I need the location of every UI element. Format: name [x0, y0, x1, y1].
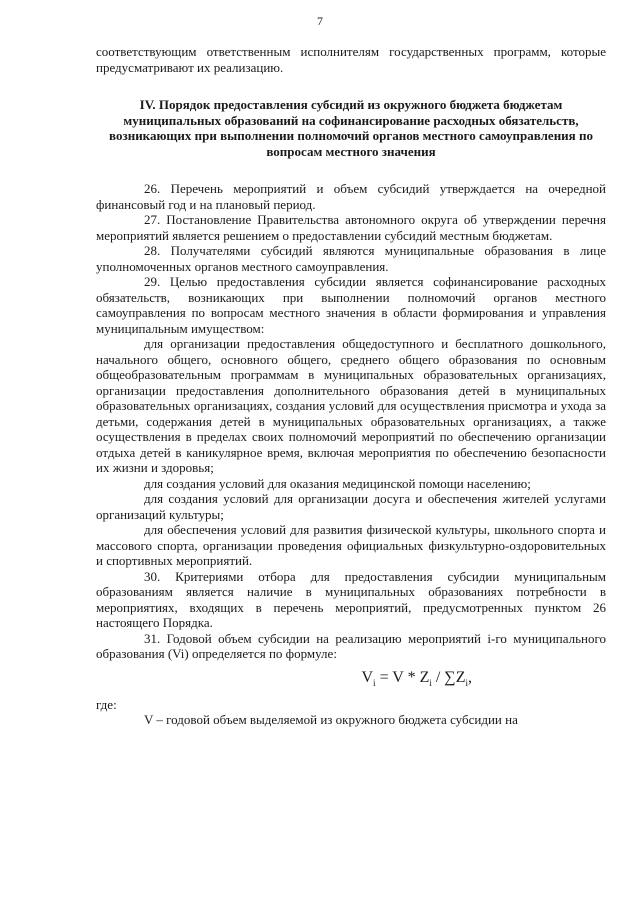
- formula-lhs-subscript: i: [373, 677, 376, 688]
- paragraph-30: 30. Критериями отбора для предоставления субсидии муниципальным образованиям является наличие в муниципальных образованиях потребности в мероприятиях, входящих в перечень мероприятий, предусмотренных пунктом 26 настоящего Порядка.: [96, 568, 606, 630]
- formula-tail: ,: [468, 668, 472, 686]
- spacer: [96, 159, 606, 181]
- paragraph-29-item-medical: для создания условий для оказания медицинской помощи населению;: [144, 475, 531, 491]
- paragraph-31: 31. Годовой объем субсидии на реализацию мероприятий i-го муниципального образования (Vi) определяется по формуле:: [96, 630, 606, 661]
- page-number: 7: [317, 14, 323, 28]
- paragraph-29-item-culture: для создания условий для организации досуга и обеспечения жителей услугами организаций культуры;: [96, 491, 606, 522]
- formula-lhs: V: [361, 668, 374, 686]
- spacer: [96, 75, 606, 97]
- paragraph-28: 28. Получателями субсидий являются муниципальные образования в лице уполномоченных органов местного самоуправления.: [96, 243, 606, 274]
- paragraph-26: 26. Перечень мероприятий и объем субсидий утверждается на очередной финансовый год и на плановый период.: [96, 181, 606, 212]
- formula: [96, 664, 606, 697]
- paragraph-continuation: соответствующим ответственным исполнителям государственных программ, которые предусматривают их реализацию.: [96, 44, 606, 75]
- paragraph-27: 27. Постановление Правительства автономного округа об утверждении перечня мероприятий является решением о предоставлении субсидий местным бюджетам.: [96, 212, 606, 243]
- formula-division-sum: / ∑Z: [431, 668, 466, 686]
- paragraph-29-item-sport: для обеспечения условий для развития физической культуры, школьного спорта и массового спорта, организации проведения официальных физкультурно-оздоровительных и спортивных мероприятий.: [96, 522, 606, 568]
- formula-z-subscript: i: [429, 677, 432, 688]
- formula-product: = V * Z: [375, 668, 430, 686]
- definition-v: V – годовой объем выделяемой из окружного бюджета субсидии на: [144, 712, 518, 728]
- formula-sum-subscript: i: [465, 677, 468, 688]
- section-heading: IV. Порядок предоставления субсидий из окружного бюджета бюджетам муниципальных образований на софинансирование расходных обязательств, возникающих при выполнении полномочий органов местного самоуправления по вопросам местного значения: [109, 97, 593, 159]
- where-label: где:: [96, 696, 117, 712]
- paragraph-29: 29. Целью предоставления субсидии является софинансирование расходных обязательств, возникающих при выполнении полномочий органов местного самоуправления по вопросам местного значения в области формирования и управления муниципальным имуществом:: [96, 274, 606, 336]
- document-body: [96, 44, 606, 728]
- paragraph-29-item-education: для организации предоставления общедоступного и бесплатного дошкольного, начального общего, основного общего, среднего общего образования по основным общеобразовательным программам в муниципальных образовательных организациях, организации предоставления дополнительного образования детей в муниципальных образовательных организациях, создания условий для осуществления присмотра и ухода за детьми, содержания детей в муниципальных образовательных организациях, а также осуществления в пределах своих полномочий мероприятий по обеспечению организации отдыха детей в каникулярное время, включая мероприятия по обеспечению безопасности их жизни и здоровья;: [96, 336, 606, 475]
